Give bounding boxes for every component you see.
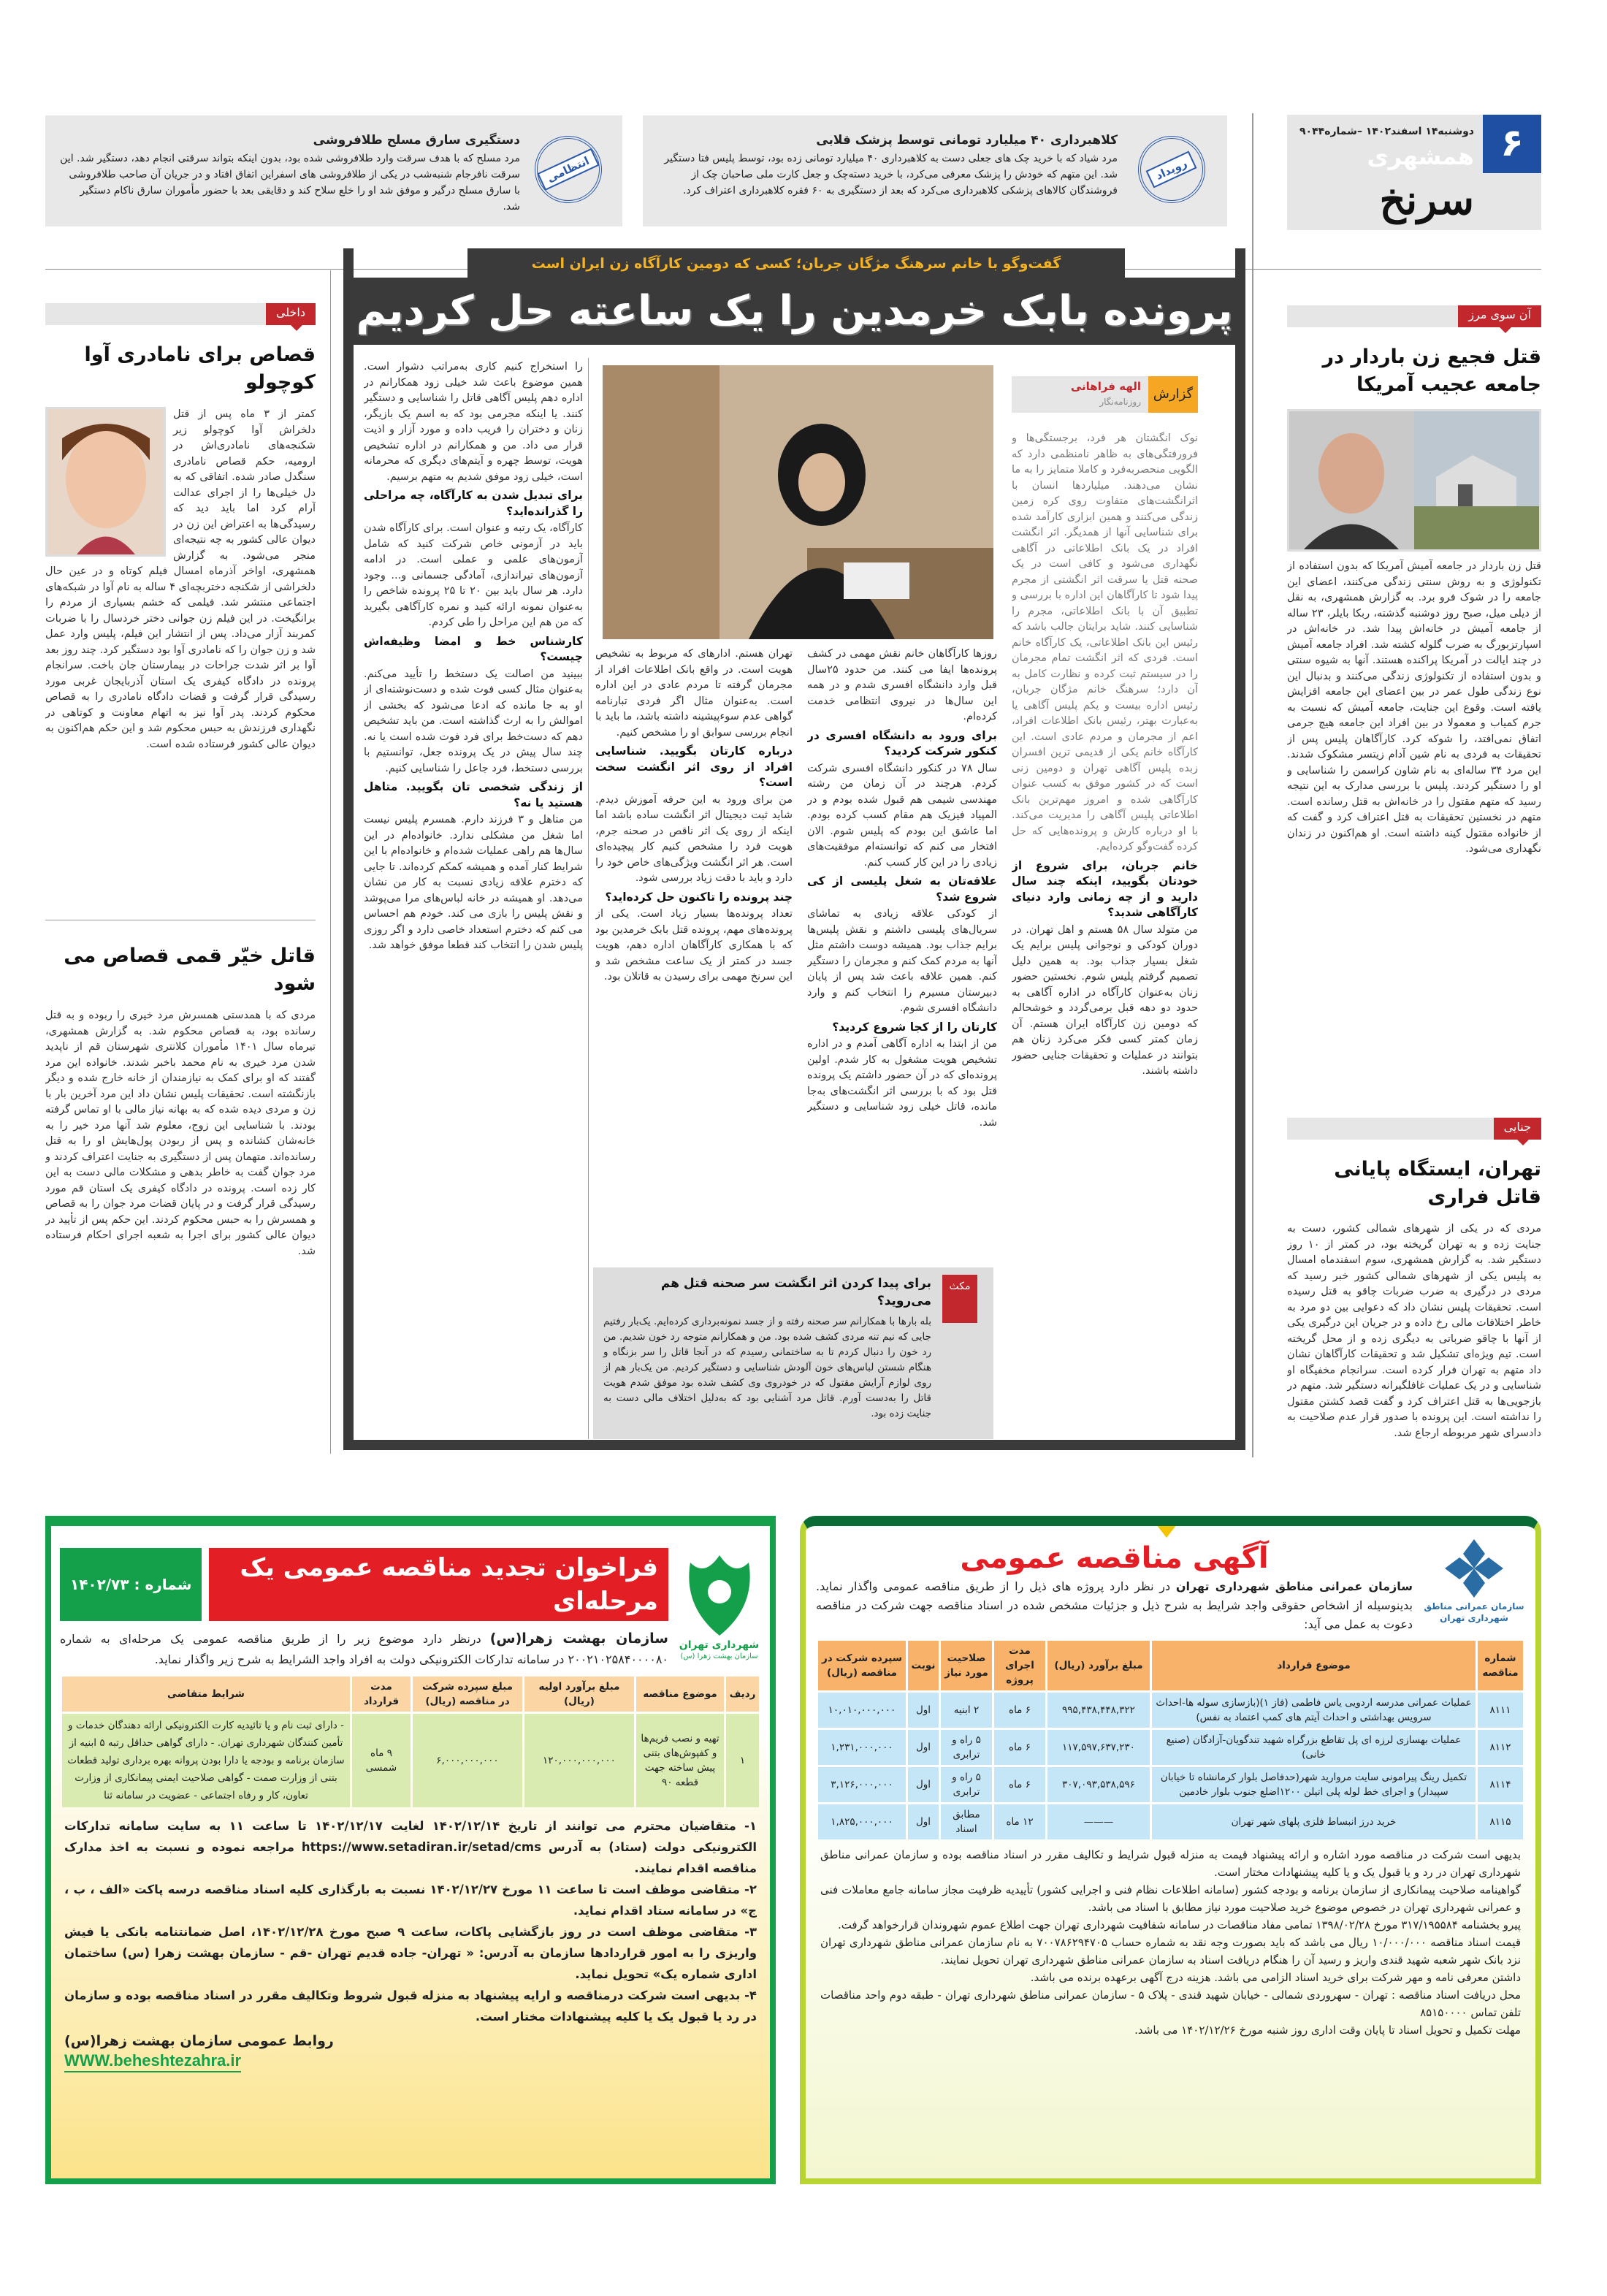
headline-band	[351, 278, 1238, 345]
news-title: کلاهبرداری ۴۰ میلیارد تومانی توسط پزشک قلابی	[816, 133, 1118, 148]
table-cell: ۸۱۱۲	[1478, 1730, 1523, 1765]
kicker: گفت‌وگو با خانم سرهنگ مژگان جربان؛ کسی که دومین کارآگاه زن ایران است	[531, 256, 1061, 272]
story-headline: قتل فجیع زن باردار در جامعه عجیب آمریکا	[1322, 346, 1541, 396]
tender-ad-municipal	[800, 1516, 1541, 2184]
interview-question: کارتان را از کجا شروع کردید؟	[832, 1020, 997, 1034]
house-photo-image	[1414, 411, 1539, 549]
website-link[interactable]: WWW.beheshtezahra.ir	[64, 2051, 241, 2072]
story-headline: قاتل خیّر قمی قصاص می شود	[64, 945, 316, 995]
section-name: آن سوی مرز	[1458, 305, 1541, 327]
interview-question: کارشناس خط و امضا وظیفه‌اش چیست؟	[364, 634, 583, 663]
story-block	[45, 303, 316, 917]
byline-type: گزارش	[1148, 376, 1198, 413]
table-cell: عملیات بهسازی لرزه ای پل تقاطع بزرگراه شهید تندگویان-آزادگان (صنیع خانی)	[1152, 1730, 1476, 1765]
col-header: ردیف	[726, 1677, 759, 1712]
interview-question: درباره کارتان بگویید. شناسایی افراد از روی اثر انگشت سخت است؟	[595, 744, 793, 789]
table-row	[62, 1714, 759, 1807]
table-cell: ۱,۸۲۵,۰۰۰,۰۰۰	[818, 1804, 906, 1839]
officer-photo-image	[603, 365, 993, 639]
column-divider	[1252, 113, 1253, 1457]
tender-table	[816, 1639, 1525, 1842]
table-cell: ۸۱۱۴	[1478, 1767, 1523, 1802]
right-column	[1287, 305, 1541, 1456]
interview-answer: تهران هستم. ادارهای که مربوط به تشخیص هویت است. در واقع بانک اطلاعات افراد از مجرمان گرفته تا مردم عادی در این اداره است. به‌عنوان مثال اگر فردی تبارنامه گواهی عدم سوءپیشینه داشته باشد، ما باید با انجام بررسی سوابق او را مشخص کنیم.	[595, 648, 793, 739]
table-cell: - دارای ثبت نام و یا تائیدیه کارت الکترونیکی ارائه دهندگان خدمات و تأمین کنندگان شهرداری تهران. - دارای گواهی حداقل رتبه ۵ ابنیه از سازمان برنامه و بودجه یا دارا بودن پروانه بهره برداری تولید قطعات بتنی از وزارت صمت - گواهی صلاحیت ایمنی پیمانکاری از وزارت تعاون، کار و رفاه اجتماعی - عضویت در سامانه ثنا	[62, 1714, 350, 1807]
ad-header-text	[60, 1548, 668, 1670]
news-box-robbery	[45, 115, 622, 226]
paper-name-watermark: همشهری	[1367, 142, 1474, 170]
section-label	[1287, 305, 1541, 327]
ad-title-row	[60, 1548, 668, 1621]
stamp-icon	[1138, 136, 1205, 203]
table-cell: تکمیل رینگ پیرامونی سایت مروارید شهر(حدفاصل بلوار کرمانشاه تا خیابان سپیدار) و اجرای خط لوله پلی اتیلن ۱۲۰۰اضلع جنوب بلوار خادمین	[1152, 1767, 1476, 1802]
table-cell: ۱۰,۰۱۰,۰۰۰,۰۰۰	[818, 1693, 906, 1728]
note: مهلت تکمیل و تحویل اسناد تا پایان وقت اداری روز شنبه مورخ ۱۴۰۲/۱۲/۲۶ می باشد.	[1134, 2024, 1521, 2037]
story-photo	[45, 407, 166, 557]
table-cell: ۶ ماه	[994, 1767, 1045, 1802]
table-cell: ۸۱۱۵	[1478, 1804, 1523, 1839]
tender-table	[60, 1674, 761, 1809]
ad-header	[816, 1539, 1525, 1634]
note: بدیهی است شرکت در مناقصه مورد اشاره و ارائه پیشنهاد قیمت به منزله قبول شرایط و تکالیف مقرر در اسناد مناقصه بوده و سازمان عمرانی مناطق شهرداری تهران در رد و یا قبول یک و یا کلیه پیشنهادات مختار است.	[820, 1848, 1521, 1879]
col-header: شرایط متقاضی	[62, 1677, 350, 1712]
table-cell: اول	[908, 1767, 939, 1802]
sidebar-body: بله بارها با همکارانم سر صحنه رفته و از جسد نمونه‌برداری کرده‌ایم. یک‌بار رفتیم جایی که نیم تنه مردی کشف شده بود. من و همکارانم متوجه رد خون شدیم. من رد خون را دنبال کردم تا به ساختمانی رسیدم که در آنجا قاتل را سر بزنگاه و هنگام شستن لباس‌های خون آلودش شناسایی و دستگیر کردیم. من یک‌بار هم از روی لوازم آرایش مقتول که در خودروی وی کشف شده بود موفق شدم هویت قاتل را به‌دست آورم. قاتل مرد آشنایی بود که به‌دلیل اختلاف مالی دست به جنایت زده بود.	[603, 1316, 931, 1419]
table-cell: ۱۲ ماه	[994, 1804, 1045, 1839]
ad-intro	[60, 1628, 668, 1670]
col-header: مبلغ برآورد اولیه (ریال)	[524, 1677, 634, 1712]
table-cell: اول	[908, 1730, 939, 1765]
sidebar-label: مکث	[942, 1275, 977, 1323]
story-headline: قصاص برای نامادری آوا کوچولو	[84, 343, 316, 394]
article-column-d	[364, 359, 583, 1433]
intro-text: درنظر دارد موضوع زیر را از طریق مناقصه عمومی یک مرحله‌ای به شماره ۲۰۰۲۱۰۲۵۸۴۰۰۰۰۸۰ در سامانه تدارکات الکترونیکی دولت به افراد واجد الشرایط به شرح زیر واگذار نماید.	[60, 1632, 668, 1666]
article-column-a	[1012, 431, 1198, 1256]
table-cell: ۹ ماه شمسی	[352, 1714, 411, 1807]
note: ۴- بدیهی است شرکت درمناقصه و ارایه پیشنهاد به منزله قبول شروط وتکالیف مقرر در اسناد مناقصه بوده و سازمان در رد یا قبول یک یا کلیه پیشنهادات مختار است.	[64, 1988, 757, 2024]
news-body: مرد مسلح که با هدف سرقت وارد طلافروشی شده بود، بدون اینکه بتواند سرقتی انجام دهد، دستگیر شد. این سرقت نافرجام شنبه‌شب در یکی از طلافروشی های اسفراین اتفاق افتاد و در جریان آن صاحب طلافروشی با سارق مسلح درگیر و موفق شد او را خلع سلاح کند و دقایقی بعد با حضور مأموران سارق ناکام دستگیر شد.	[60, 153, 520, 213]
interview-question: از زندگی شخصی تان بگویید. متاهل هستید یا نه؟	[364, 780, 583, 809]
note: ۳- متقاضی موظف است در روز بازگشایی پاکات، ساعت ۹ صبح مورخ ۱۴۰۲/۱۲/۲۸، اصل ضمانتنامه بانکی یا فیش واریزی را به امور قراردادها سازمان به آدرس: « تهران- جاده قدیم تهران -قم - سازمان بهشت زهرا (س) ساختمان اداری شماره یک» تحویل نماید.	[64, 1925, 757, 1981]
col-header: موضوع مناقصه	[636, 1677, 724, 1712]
interview-question: علاقه‌تان به شغل پلیسی از کی شروع شد؟	[807, 874, 997, 904]
article-column-b	[807, 647, 997, 1256]
col-header: صلاحیت مورد نیاز	[941, 1641, 992, 1690]
table-cell: ۶ ماه	[994, 1693, 1045, 1728]
table-cell: عملیات عمرانی مدرسه اردویی یاس فاطمی (فاز ۱)(بازسازی سوله ها-احداث سرویس بهداشتی و احداث آیتم های کمپ اعتماد به نفس)	[1152, 1693, 1476, 1728]
ad-header-text	[816, 1539, 1413, 1634]
note: ۱- متقاضیان محترم می توانند از تاریخ ۱۴۰۲/۱۲/۱۴ لغایت ۱۴۰۲/۱۲/۱۷ تا ساعت ۱۱ به سایت سامانه تدارکات الکترونیکی دولت (ستاد) به آدرس https://www.setadiran.ir/setad/cms مراجعه نموده و نسبت به اخذ مدارک مناقصه اقدام نمایند.	[64, 1819, 757, 1875]
story-block	[1287, 305, 1541, 1109]
section-label	[45, 303, 316, 325]
table-cell: ۲ ابنیه	[941, 1693, 992, 1728]
interview-question: برای ورود به دانشگاه افسری در کنکور شرکت کردید؟	[807, 728, 997, 758]
col-header: سپرده شرکت در مناقصه (ریال)	[818, 1641, 906, 1690]
table-cell: ۵ راه و ترابری	[941, 1767, 992, 1802]
interview-question: چند پرونده را تاکنون حل کرده‌اید؟	[605, 890, 793, 904]
suspect-photo-image	[1289, 411, 1414, 549]
interview-answer: کارآگاه، یک رتبه و عنوان است. برای کارآگاه شدن باید در آزمونی خاص شرکت کنید که شامل آزمون‌های علمی و عملی است. در ادامه آزمون‌های تیراندازی، آمادگی جسمانی و... وجود دارد. هر سال باید بین ۲۰ تا ۲۵ پرونده شاخص را به‌عنوان نمونه ارائه کنید و نمره کارآگاهی بگیرید که من هم این مراحل را طی کردم.	[364, 522, 583, 628]
tender-ad-behesht-zahra	[45, 1516, 776, 2184]
ad-number: شماره : ۱۴۰۲/۷۳	[60, 1548, 202, 1621]
child-photo-image	[47, 409, 164, 554]
ad-title: آگهی مناقصه عمومی	[960, 1541, 1269, 1575]
col-header: مدت قرارداد	[352, 1677, 411, 1712]
table-cell: خرید درز انبساط فلزی پلهای شهر تهران	[1152, 1804, 1476, 1839]
note: پیرو بخشنامه ۳۱۷/۱۹۵۵۸۴ مورخ ۱۳۹۸/۰۲/۲۸ تمامی مفاد مناقصات در سامانه شفافیت شهرداری تهران جهت اطلاع عموم شهروندان قرارخواهد گرفت.	[837, 1918, 1521, 1931]
interview-question: خانم جربان، برای شروع از خودتان بگویید، اینکه چند سال دارید و از چه زمانی وارد دنیای کارآگاهی شدید؟	[1012, 858, 1198, 919]
org-emblem-icon	[1441, 1539, 1507, 1598]
ad-intro	[816, 1577, 1413, 1634]
logo-subtext: سازمان بهشت زهرا (س)	[680, 1652, 758, 1660]
table-cell: ۹۹۵,۴۳۸,۴۴۸,۳۲۲	[1047, 1693, 1150, 1728]
story-body: مردی که در یکی از شهرهای شمالی کشور، دست به جنایت زده و به تهران گریخته بود، در کمتر از ۱۰ روز دستگیر شد. به گزارش همشهری، سوم اسفندماه امسال به پلیس یکی از شهرهای شمالی کشور خبر رسید که مردی در درگیری به ضرب ضربات چاقو به قتل رسیده است. تحقیقات پلیس نشان داد که دعوایی بین دو مرد به خاطر اختلافات مالی رخ داده و در جریان این درگیری یکی از آنها با چاقو ضرباتی به دیگری زده و از محل گریخته است. تیم ویژه‌ای تشکیل شد و تحقیقات کارآگاهان نشان داد متهم به تهران فرار کرده است. سرانجام مخفیگاه او شناسایی و در یک عملیات غافلگیرانه دستگیر شد. متهم در بازجویی‌ها به قتل اعتراف کرد و گفت قصد کشتن مقتول را نداشته است. این پرونده با صدور قرار عدم صلاحیت به دادسرای شهر مربوطه ارجاع شد.	[1287, 1223, 1541, 1439]
news-box-fraud	[643, 115, 1227, 226]
ad-pointer-icon	[1156, 1525, 1177, 1548]
masthead	[1287, 115, 1541, 230]
note: محل دریافت اسناد مناقصه : تهران - سهروردی شمالی - خیابان شهید قندی - پلاک ۵ - سازمان عمرانی مناطق شهرداری تهران - طبقه دوم واحد مناقصات تلفن تماس ۸۵۱۵۰۰۰۰	[820, 1988, 1522, 2019]
logo-text: شهرداری تهران	[679, 1639, 760, 1651]
stamp-label: انتظامی	[538, 148, 600, 191]
story-headline: تهران، ایستگاه پایانی قاتل فراری	[1334, 1158, 1541, 1208]
ad-notes	[816, 1846, 1525, 2039]
table-cell: اول	[908, 1693, 939, 1728]
page-number: ۶	[1483, 115, 1541, 173]
table-cell: ۱۲۰,۰۰۰,۰۰۰,۰۰۰	[524, 1714, 634, 1807]
article-photo	[603, 365, 993, 639]
section-label	[1287, 1118, 1541, 1140]
interview-answer: ببینید من اصالت یک دستخط را تأیید می‌کنم. به‌عنوان مثال کسی فوت شده و دست‌نوشته‌ای از او به جا مانده که ادعا می‌شود که بخشی از اموالش را به ارث گذاشته است. من باید تشخیص دهم که دست‌خط برای فرد فوت شده است یا نه. چند سال پیش در یک پرونده جعل، توانستیم با بررسی دستخط، فرد جاعل را شناسایی کنیم.	[364, 668, 583, 774]
ad-footer	[60, 2032, 761, 2072]
org-logo	[1423, 1539, 1525, 1624]
ad-signature: روابط عمومی سازمان بهشت زهرا(س)	[64, 2033, 334, 2049]
left-column	[45, 303, 316, 1454]
stamp-label: رویداد	[1146, 150, 1197, 188]
author-role: روزنامه‌نگار	[1099, 397, 1141, 407]
org-logo-text: سازمان عمرانی مناطق شهرداری تهران	[1424, 1601, 1524, 1623]
table-cell: ۱	[726, 1714, 759, 1807]
interview-answer: من متولد سال ۵۸ هستم و اهل تهران. در دوران کودکی و نوجوانی پلیس برایم یک شغل بسیار جذاب بود. به همین دلیل تصمیم گرفتم پلیس شوم. نخستین حضور زنان به‌عنوان کارآگاه در اداره آگاهی به حدود دو دهه قبل برمی‌گردد و خوشحالم که دومین زن کارآگاه ایران هستم. آن زمان کمتر کسی فکر می‌کرد زنان هم بتوانند در عملیات و تحقیقات جنایی حضور داشته باشند.	[1012, 923, 1198, 1077]
interview-answer: من متاهل و ۳ فرزند دارم. همسرم پلیس نیست اما شغل من مشکلی ندارد. خانواده‌ام در این سال‌ها هم راهی عملیات شده‌ام و خانواده‌ام با این شرایط کنار آمده و همیشه کمکم کرده‌اند. تا جایی که دخترم علاقه زیادی نسبت به کار من نشان می‌دهد. او همیشه در خانه لباس‌های مرا می‌پوشد و نقش پلیس را بازی می کند. خودم هم احساس می کنم که دخترم استعداد خاصی دارد و اگر روزی پلیس شدن را انتخاب کند قطعا موفق خواهد شد.	[364, 814, 583, 951]
sidebar-box	[593, 1267, 993, 1439]
col-header: مبلغ برآورد (ریال)	[1047, 1641, 1150, 1690]
table-cell: اول	[908, 1804, 939, 1839]
org-name: سازمان عمرانی مناطق شهرداری تهران	[1175, 1579, 1413, 1593]
article-column-c	[595, 647, 793, 1256]
note: داشتن معرفی نامه و مهر شرکت برای خرید اسناد الزامی می باشد. هزینه درج آگهی برعهده برنده می باشد.	[1030, 1971, 1521, 1984]
story-photo	[1287, 409, 1541, 552]
table-cell: ———	[1047, 1804, 1150, 1839]
byline	[1012, 376, 1198, 413]
table-cell: ۱,۲۳۱,۰۰۰,۰۰۰	[818, 1730, 906, 1765]
section-name: داخلی	[266, 303, 316, 325]
table-cell: ۳۰۷,۰۹۳,۵۳۸,۵۹۶	[1047, 1767, 1150, 1802]
issue-date: دوشنبه۱۴ اسفند۱۴۰۲ –شماره۹۰۴۴	[1299, 126, 1474, 137]
col-header: مبلغ سپرده شرکت در مناقصه (ریال)	[413, 1677, 522, 1712]
main-headline: پرونده بابک خرمدین را یک ساعته حل کردیم	[356, 287, 1233, 335]
table-cell: ۶,۰۰۰,۰۰۰,۰۰۰	[413, 1714, 522, 1807]
table-row	[818, 1730, 1523, 1765]
col-header: شماره مناقصه	[1478, 1641, 1523, 1690]
table-cell: ۶ ماه	[994, 1730, 1045, 1765]
interview-answer: روزها کارآگاهان خانم نقش مهمی در کشف پرونده‌ها ایفا می کنند. من حدود ۲۵سال قبل وارد دانشگاه افسری شدم و در همه این سال‌ها در نیروی انتظامی خدمت کرده‌ام.	[807, 648, 997, 722]
interview-answer: سال ۷۸ در کنکور دانشگاه افسری شرکت کردم. هرچند در آن زمان من رشته مهندسی شیمی هم قبول شده بودم و در المپیاد فیزیک هم مقام کسب کرده بودم. اما عاشق این بودم که پلیس شوم. الان افتخار می کنم که توانسته‌ام موفقیت‌های زیادی را در این کار کسب کنم.	[807, 762, 997, 869]
table-row	[818, 1767, 1523, 1802]
story-body: کمتر از ۳ ماه پس از قتل دلخراش آوا کوچولو زیر شکنجه‌های نامادری‌اش در ارومیه، حکم قصاص نامادری سنگدل صادر شده. اتفاقی که به دل خیلی‌ها را از اجرای عدالت آرام کرد اما باید دید که رسیدگی‌ها به اعتراض این زن در دیوان عالی کشور به چه نتیجه‌ای منجر می‌شود. به گزارش همشهری، اواخر آذرماه امسال فیلم کوتاه و در عین حال دلخراشی از شکنجه دختربچه‌ای ۴ ساله به نام آوا در شبکه‌های اجتماعی منتشر شد. فیلمی که خشم بسیاری از مردم را برانگیخت. در این فیلم زن جوانی دختر خردسال را با ضربات کمربند آزار می‌داد. پس از انتشار این فیلم، پلیس وارد عمل شد و زن جوان را که نامادری آوا بود دستگیر کرد. چند روز بعد آوا بر اثر شدت جراحات در بیمارستان جان باخت. سرانجام پرونده در دادگاه کیفری یک استان آذربایجان غربی مورد رسیدگی قرار گرفت و قضات دادگاه نامادری را به قصاص محکوم کردند. پدر آوا نیز به اتهام معاونت و کوتاهی در نگهداری فرزندش به حبس محکوم شد و این حکم هم‌اکنون به دیوان عالی کشور فرستاده شده است.	[45, 408, 316, 750]
story-block	[1287, 1118, 1541, 1454]
interview-answer: را استخراج کنیم کاری به‌مراتب دشوار است. همین موضوع باعث شد خیلی زود همکارانم در اداره دهم پلیس آگاهی قاتل را شناسایی و دستگیر کنند. یا اینکه مجرمی بود که به اسم یک بازیگر، زنان و دختران را فریب داده و مورد آزار و اذیت قرار می داد. من و همکارانم در اداره تشخیص هویت، توسط چهره و آیتم‌های دیگری که محرمانه است، خیلی زود موفق شدیم به متهم برسیم.	[364, 361, 583, 483]
story-body: قتل زن باردار در جامعه آمیش آمریکا که بدون استفاده از تکنولوژی و به روش سنتی زندگی می‌کنند، اعضای این جامعه را در شوک فرو برد. به گزارش همشهری، به نقل از دیلی میل، صبح روز دوشنبه گذشته، ربکا بایلر، ۲۳ ساله از جامعه آمیش در خانه‌اش پیدا شد. در خانه‌اش در اسپارتزبورگ به ضرب گلوله کشته شد. افراد جامعه آمیش در چند ایالت در آمریکا پراکنده هستند. آنها به شیوه سنتی و بدون استفاده از تکنولوژی زندگی می‌کنند و بدنبال این نوع زندگی طول عمر در بین اعضای این جامعه افزایش یافته است. وقوع این جنایت، جامعه آمیش که نسبت به جرم کمیاب و معمولا در بین افراد این جامعه هیچ جرمی اتفاق نمی‌افتد، را شوکه کرد. کارآگاهان پلیس پس از تحقیقات به فردی به نام شین آدام زیتسر مشکوک شدند. این مرد ۳۴ ساله‌ای به نام شاون کراسمن را شناسایی و او را دستگیر کردند. پلیس با بررسی مدارک به این نتیجه رسید که متهم مقتول را در خانه‌اش به قتل رسانده است. متهم در نخستین تحقیقات به قتل اعتراف کرد و گفت که از خانواده مقتول کینه داشته است. او هم‌اکنون در زندان نگهداری می‌شود.	[1287, 560, 1541, 855]
note: قیمت اسناد مناقصه ۱۰/۰۰۰/۰۰۰ ریال می باشد که باید بصورت وجه نقد به شماره حساب ۷۰۰۷۸۶۲۹۴۷۰۵ به نام سازمان عمرانی مناطق شهرداری تهران نزد بانک شهر شعبه شهید قندی واریز و رسید آن را هنگام دریافت اسناد به سازمان عمرانی مناطق شهرداری تهران تحویل نمایند.	[820, 1936, 1521, 1967]
left-column-divider	[330, 270, 331, 1454]
story-block	[45, 942, 316, 1446]
section-logo: سرنخ	[1379, 176, 1474, 224]
story-body: مردی که با همدستی همسرش مرد خیری را ربوده و به قتل رسانده بود، به قصاص محکوم شد. به گزارش همشهری، تیرماه سال ۱۴۰۱ مأموران کلانتری شهرستان قم از ناپدید شدن مرد خیری به نام محمد باخبر شدند. خانواده این مرد گفتند که او برای کمک به نیازمندان از خانه خارج شده و دیگر بازنگشته است. تحقیقات پلیس نشان داد این مرد آخرین بار با زن و مردی دیده شده که به بهانه نیاز مالی با او تماس گرفته بودند. با شناسایی این زوج، معلوم شد آنها مرد خیر را به خانه‌شان کشانده و پس از ربودن پول‌هایش او را به قتل رسانده‌اند. متهمان پس از دستگیری به جنایت اعتراف کردند و مرد جوان گفت به خاطر بدهی و مشکلات مالی دست به این کار زده است. پرونده در دادگاه کیفری یک استان قم مورد رسیدگی قرار گرفت و در پایان قضات مرد جوان را به قصاص و همسرش را به حبس محکوم کردند. این حکم پس از تأیید در دیوان عالی کشور برای اجرا به شعبه اجرای احکام فرستاده شد.	[45, 1010, 316, 1257]
tulip-emblem-icon	[683, 1548, 756, 1636]
news-title: دستگیری سارق مسلح طلافروشی	[313, 133, 520, 148]
column-rule	[588, 358, 589, 1439]
table-cell: ۱۱۷,۵۹۷,۶۳۷,۲۳۰	[1047, 1730, 1150, 1765]
table-cell: تهیه و نصب فریم‌ها و کفپوش‌های بتنی پیش ساخته جهت قطعه ۹۰	[636, 1714, 724, 1807]
col-header: موضوع قرارداد	[1152, 1641, 1476, 1690]
interview-answer: از کودکی علاقه زیادی به تماشای سریال‌های پلیسی داشتم و نقش پلیس‌ها برایم جذاب بود. همیشه دوست داشتم مثل آنها به مردم کمک کنم و مجرمان را دستگیر کنم. همین علاقه باعث شد پس از پایان دبیرستان مسیرم را انتخاب کنم و وارد دانشگاه افسری شوم.	[807, 908, 997, 1014]
interview-answer: تعداد پرونده‌ها بسیار زیاد است. یکی از پرونده‌های مهم، پرونده قتل بابک خرمدین بود که با همکاری کارآگاهان اداره دهم، هویت جسد در کمتر از یک ساعت مشخص شد و این سرنخ مهمی برای رسیدن به قاتلان بود.	[595, 908, 793, 983]
table-row	[818, 1693, 1523, 1728]
col-header: مدت اجرای پروژه	[994, 1641, 1045, 1690]
stamp-icon	[535, 136, 602, 203]
interview-question: برای تبدیل شدن به کارآگاه، چه مراحلی را گذرانده‌اید؟	[364, 489, 583, 518]
news-body: مرد شیاد که با خرید چک های جعلی دست به کلاهبرداری ۴۰ میلیارد تومانی زده بود، توسط پلیس فتا دستگیر شد. این متهم که خودش را پزشک معرفی می‌کرد، با خرید دسته‌چک و جعل کارت ملی صاحبان چک از فروشندگان کالاهای پزشکی کلاهبرداری می‌کرد که بعد از دستگیری به ۶۰ فقره کلاهبرداری اعتراف کرد.	[664, 153, 1118, 197]
ad-header	[60, 1548, 761, 1670]
kicker-band	[467, 248, 1125, 279]
org-name: سازمان بهشت زهرا(س)	[489, 1631, 668, 1647]
author-name: الهه فراهانی	[1070, 380, 1141, 393]
org-logo	[677, 1548, 761, 1662]
table-cell: ۵ راه و ترابری	[941, 1730, 992, 1765]
table-cell: مطابق اسناد	[941, 1804, 992, 1839]
interview-answer: من از ابتدا به اداره آگاهی آمدم و در اداره تشخیص هویت مشغول به کار شدم. اولین پرونده‌ای که در آن حضور داشتم یک پرونده قتل بود که با بررسی اثر انگشت‌های به‌جا مانده، قاتل خیلی زود شناسایی و دستگیر شد.	[807, 1038, 997, 1129]
table-row	[818, 1804, 1523, 1839]
table-cell: ۸۱۱۱	[1478, 1693, 1523, 1728]
table-cell: ۳,۱۲۶,۰۰۰,۰۰۰	[818, 1767, 906, 1802]
sidebar-title: برای پیدا کردن اثر انگشت سر صحنه قتل هم می‌روید؟	[660, 1276, 931, 1308]
col-header: نوبت	[908, 1641, 939, 1690]
section-name: جنایی	[1494, 1118, 1541, 1140]
ad-title: فراخوان تجدید مناقصه عمومی یک مرحله‌ای	[209, 1548, 668, 1621]
note: گواهینامه صلاحیت پیمانکاری از سازمان برنامه و بودجه کشور (سامانه اطلاعات نظام فنی و اجرایی کشور) تأییدیه ظرفیت مجاز سامانه جامع معاملات فنی و عمرانی شهرداری تهران در خصوص موضوع خرید صلاحیت مورد نیاز مطابق با اسناد می باشد.	[820, 1883, 1521, 1914]
article-lead: نوک انگشتان هر فرد، برجستگی‌ها و فرورفتگی‌های به ظاهر نامنظمی دارد که الگویی منحصربه‌فرد و کاملا متمایز را به ما نشان می‌دهند. میلیاردها انسان با اثرانگشت‌های متفاوت روی کره زمین زندگی می‌کنند و همین ابزاری کارآمد شده برای شناسایی آنها از همدیگر. اثر انگشت افراد در یک بانک اطلاعاتی در آگاهی نگهداری می‌شود و کافی است در یک صحنه قتل یا سرقت اثر انگشتی از مجرم پیدا شود تا کارآگاهان این اداره با بررسی و تطبیق آن با بانک اطلاعاتی، مجرم را شناسایی کنند. شاید برایتان جالب باشد که رئیس این بانک اطلاعاتی، یک کارآگاه خانم است. فردی که اثر انگشت تمام مجرمان را در سیستم ثبت کرده و نظارت کامل به آن دارد؛ سرهنگ خانم مژگان جربان، رئیس اداره بیست و یکم پلیس آگاهی یا به‌عبارت بهتر، رئیس بانک اطلاعات افراد، اعم از مجرمان و مردم عادی است. این کارآگاه خانم یکی از قدیمی ترین افسران زبده پلیس آگاهی تهران و دومین زنی است که در کشور موفق به کسب عنوان کارآگاهی شده و امروز مهم‌ترین بانک اطلاعاتی پلیس آگاهی را مدیریت می‌کند. با او درباره کارش و پرونده‌هایی که حل کرده گفت‌وگو کرده‌ایم.	[1012, 432, 1198, 853]
interview-answer: من برای ورود به این حرفه آموزش دیدم. شاید ثبت دیجیتال اثر انگشت ساده باشد اما اینکه از روی یک اثر ناقص در صحنه جرم، هویت فرد را مشخص کنیم کار پیچیده‌ای است. هر اثر انگشت ویژگی‌های خاص خود را دارد و باید با دقت زیاد بررسی شود.	[595, 793, 793, 884]
intro-text: در نظر دارد پروژه های ذیل را از طریق مناقصه عمومی واگذار نماید. بدینوسیله از اشخاص حقوقی واجد شرایط به شرح ذیل و جزئیات مشخص شده در اسناد مناقصه جهت شرکت در مناقصه دعوت به عمل می آید:	[816, 1579, 1413, 1631]
note: ۲- متقاضی موظف است تا ساعت ۱۱ مورخ ۱۴۰۲/۱۲/۲۷ نسبت به بارگذاری کلیه اسناد مناقصه درسه پاکت «الف ، ب ، ج» در سامانه ستاد اقدام نماید.	[64, 1883, 757, 1918]
ad-notes	[60, 1815, 761, 2027]
